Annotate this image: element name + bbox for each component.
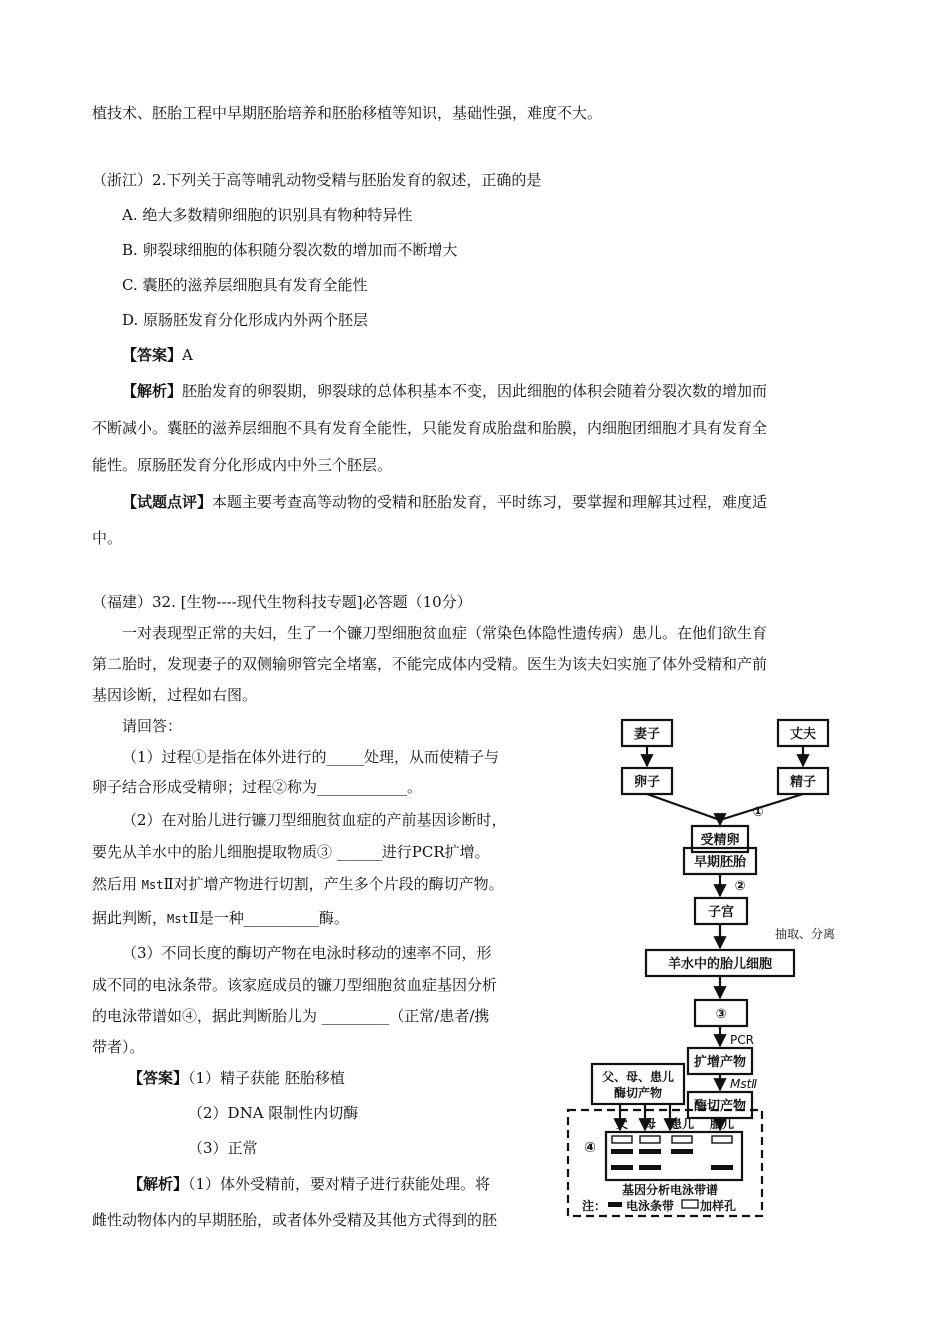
q32-paragraph-line-3: 基因诊断，过程如右图。 [92,686,258,704]
q2-analysis-line-1 [122,381,767,401]
label-early-embryo: 早期胚胎 [693,855,747,870]
label-amplified: 扩增产物 [693,1055,747,1070]
gel-well [712,1136,732,1143]
q32-answer-3: （3）正常 [188,1139,258,1157]
label-pcr: PCR [730,1033,754,1047]
q2-option-a: A. 绝大多数精卵细胞的识别具有物种特异性 [122,206,413,224]
lane-fetus: 胎儿 [709,1117,735,1131]
q32-heading: （福建）32. [生物----现代生物科技专题]必答题（10分） [92,593,472,611]
q32-sub1-line-1: （1）过程①是指在体外进行的_____处理，从而使精子与 [122,748,500,766]
q2-answer-value: A [182,346,193,364]
q32-ask: 请回答： [122,717,183,735]
q32-answer-2: （2）DNA 限制性内切酶 [188,1104,359,1122]
q32-sub3-line-2: 成不同的电泳条带。该家庭成员的镰刀型细胞贫血症基因分析 [92,976,498,994]
q2-stem: （浙江）2.下列关于高等哺乳动物受精与胚胎发育的叙述，正确的是 [92,171,542,189]
gel-well [640,1136,660,1143]
note-well-swatch [682,1200,698,1208]
gel-well [612,1136,632,1143]
label-uterus: 子宫 [707,905,735,920]
gel-band [639,1149,661,1154]
label-parents-2: 酶切产物 [613,1086,663,1100]
q32-sub3-line-3: 的电泳带谱如④，据此判断胎儿为 _________（正常/患者/携 [92,1007,490,1025]
q32-sub2-line-1: （2）在对胎儿进行镰刀型细胞贫血症的产前基因诊断时， [122,811,507,829]
q2-comment-line-1 [122,492,767,512]
lane-mother: 母 [643,1117,657,1131]
mst-label: Mst [141,878,164,892]
gel-band [639,1165,661,1170]
label-cut-products: 酶切产物 [693,1099,747,1114]
label-step2: ② [734,879,746,894]
gel-band [611,1149,633,1154]
q2-analysis-tag: 【解析】 [122,382,183,400]
q2-comment-tag: 【试题点评】 [122,493,213,511]
note-prefix: 注： [582,1199,607,1213]
q32-analysis-tag: 【解析】 [128,1175,189,1193]
q32-analysis-line-2: 雌性动物体内的早期胚胎，或者体外受精及其他方式得到的胚 [92,1211,498,1229]
q32-answer-line-1 [128,1068,345,1088]
label-step4: ④ [584,1140,596,1156]
gel-well [672,1136,692,1143]
gel-band [711,1165,733,1170]
q32-sub3-line-4: 带者）。 [92,1038,145,1056]
q32-paragraph-line-2: 第二胎时，发现妻子的双侧输卵管完全堵塞，不能完成体内受精。医生为该夫妇实施了体外受精和产前 [92,655,768,673]
gel-title: 基因分析电泳带谱 [621,1183,719,1197]
ivf-diagnosis-flowchart [560,712,880,1222]
label-fetal-cells: 羊水中的胎儿细胞 [667,957,773,972]
label-egg: 卵子 [633,775,661,790]
q32-sub2-line-3-prefix: 然后用 [92,875,138,893]
q32-paragraph-line-1: 一对表现型正常的夫妇，生了一个镰刀型细胞贫血症（常染色体隐性遗传病）患儿。在他们欲生育 [122,624,768,642]
lane-patient: 患儿 [669,1117,695,1131]
label-parents-1: 父、母、患儿 [601,1070,675,1084]
q2-analysis-line-2: 不断减小。囊胚的滋养层细胞不具有发育全能性，只能发育成胎盘和胎膜，内细胞团细胞才具有发育全 [92,419,768,437]
label-wife: 妻子 [633,727,661,742]
q32-sub1-line-2: 卵子结合形成受精卵；过程②称为____________。 [92,778,423,796]
gel-band [671,1149,693,1154]
q2-option-c: C. 囊胚的滋养层细胞具有发育全能性 [122,276,368,294]
q32-answer-tag: 【答案】 [128,1069,189,1087]
gel-box [606,1132,742,1180]
label-sperm: 精子 [789,775,817,790]
q2-analysis-line-3: 能性。原肠胚发育分化形成内中外三个胚层。 [92,456,393,474]
gel-band [611,1165,633,1170]
label-mst: MstⅡ [730,1077,758,1091]
q32-analysis-line-1 [128,1174,490,1194]
q32-sub3-line-1: （3）不同长度的酶切产物在电泳时移动的速率不同，形 [122,944,492,962]
label-step1: ① [752,805,764,820]
q2-answer [122,345,193,365]
lane-father: 父 [615,1117,629,1131]
q32-analysis-text-1: （1）体外受精前，要对精子进行获能处理。将 [188,1175,491,1193]
q32-sub2-line-3-suffix: Ⅱ对扩增产物进行切割，产生多个片段的酶切产物。 [163,875,504,893]
note-band-swatch [608,1202,622,1207]
q32-sub2-line-4-suffix: Ⅱ是一种__________酶。 [188,909,349,927]
label-husband: 丈夫 [789,727,817,742]
q2-option-d: D. 原肠胚发育分化形成内外两个胚层 [122,311,369,329]
q2-answer-tag: 【答案】 [122,346,183,364]
q2-option-b: B. 卵裂球细胞的体积随分裂次数的增加而不断增大 [122,241,458,259]
q32-sub2-line-2: 要先从羊水中的胎儿细胞提取物质③ ______进行PCR扩增。 [92,843,490,861]
q32-sub2-line-4 [92,908,349,929]
mst-label-2: Mst [167,912,189,926]
label-zygote: 受精卵 [700,833,740,848]
q32-sub2-line-4-prefix: 据此判断， [92,909,168,927]
label-step3: ③ [715,1007,727,1022]
q32-sub2-line-3 [92,874,504,895]
note-well: 加样孔 [700,1199,737,1213]
label-extract: 抽取、分离 [775,927,836,941]
q32-answer-1: （1）精子获能 胚胎移植 [188,1069,345,1087]
note-band: 电泳条带 [626,1199,675,1213]
intro-line: 植技术、胚胎工程中早期胚胎培养和胚胎移植等知识，基础性强，难度不大。 [92,104,603,122]
q2-analysis-text-1: 胚胎发育的卵裂期，卵裂球的总体积基本不变，因此细胞的体积会随着分裂次数的增加而 [182,382,768,400]
q2-comment-line-2: 中。 [92,529,123,547]
q2-comment-text-1: 本题主要考查高等动物的受精和胚胎发育，平时练习，要掌握和理解其过程，难度适 [212,493,768,511]
